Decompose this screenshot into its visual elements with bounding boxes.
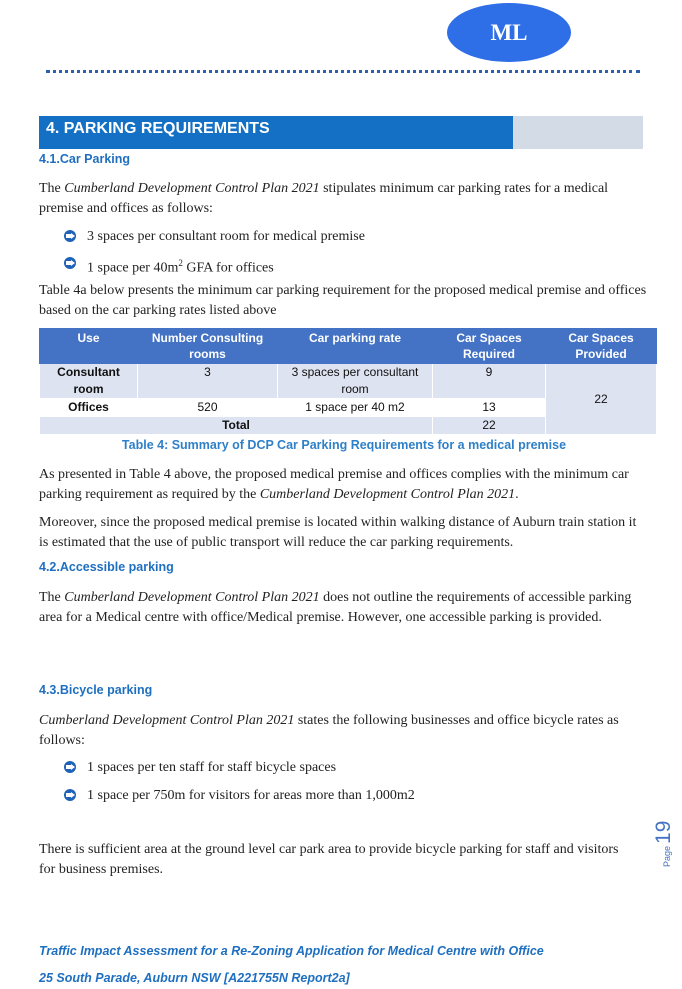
intro-suffix: stipulates minimum car parking rates for a medical premise and offices as follows: — [39, 181, 609, 216]
arrow-bullet-icon — [64, 230, 76, 242]
accessible-parking-paragraph — [39, 588, 649, 627]
logo-text: ML — [490, 19, 528, 45]
plan-name: Cumberland Development Control Plan 2021 — [39, 713, 295, 728]
cell-rate: 3 spaces per consultant room — [278, 364, 433, 399]
rate-bullet-consultant — [64, 227, 365, 246]
cell-use: Offices — [40, 399, 138, 417]
cell-rate: 1 space per 40 m2 — [278, 399, 433, 417]
arrow-bullet-icon — [64, 257, 76, 269]
paragraph-text: As presented in Table 4 above, the proposed medical premise and offices complies with the minimum car parking requirement as required by the — [39, 467, 629, 502]
paragraph-text: The — [39, 590, 65, 605]
cell-provided: 22 — [546, 364, 657, 435]
bicycle-bullet-staff — [64, 758, 336, 777]
public-transport-paragraph: Moreover, since the proposed medical premise is located within walking distance of Auburn train station it is estimated that the use of public transport will reduce the car parking requirements. — [39, 515, 637, 550]
footer-report-title: Traffic Impact Assessment for a Re-Zoning Application for Medical Centre with Office — [39, 944, 544, 958]
car-parking-intro — [39, 179, 649, 218]
page-number-rotated — [652, 821, 676, 867]
superscript: 2 — [178, 258, 183, 268]
arrow-bullet-icon — [64, 761, 76, 773]
bicycle-closing-paragraph: There is sufficient area at the ground level car park area to provide bicycle parking for staff and visitors for business premises. — [39, 842, 619, 877]
table-intro-paragraph: Table 4a below presents the minimum car parking requirement for the proposed medical premise and offices based on the car parking rates listed above — [39, 283, 647, 318]
col-header-use: Use — [40, 329, 138, 364]
plan-name: Cumberland Development Control Plan 2021 — [64, 181, 320, 196]
cell-total-label: Total — [40, 417, 433, 435]
page-number-value: 19 — [652, 820, 675, 844]
col-header-required: Car Spaces Required — [433, 329, 546, 364]
bullet-text-part: GFA for offices — [182, 260, 274, 276]
paragraph-text: . — [515, 486, 519, 502]
bullet-text: 3 spaces per consultant room for medical premise — [87, 229, 365, 244]
table-header-row — [40, 329, 657, 364]
rate-bullet-offices — [64, 254, 274, 278]
company-logo — [447, 3, 571, 62]
parking-requirements-table — [39, 328, 657, 435]
paragraph-text: states the following businesses and office bicycle rates as follows: — [39, 713, 619, 748]
col-header-rate: Car parking rate — [278, 329, 433, 364]
cell-required: 9 — [433, 364, 546, 399]
header-dotted-divider — [46, 70, 640, 73]
cell-total-required: 22 — [433, 417, 546, 435]
arrow-bullet-icon — [64, 789, 76, 801]
paragraph-text: does not outline the requirements of accessible parking area for a Medical centre with office/Medical premise. However, one accessible parking is provided. — [39, 590, 632, 625]
cell-rooms: 3 — [138, 364, 278, 399]
bullet-text: 1 space per 750m for visitors for areas more than 1,000m2 — [87, 788, 415, 803]
table-caption: Table 4: Summary of DCP Car Parking Requirements for a medical premise — [121, 438, 567, 452]
cell-rooms: 520 — [138, 399, 278, 417]
plan-name: Cumberland Development Control Plan 2021 — [259, 486, 516, 502]
footer-report-address: 25 South Parade, Auburn NSW [A221755N Report2a] — [39, 971, 350, 985]
page-label: Page — [662, 845, 672, 867]
bicycle-parking-heading: 4.3.Bicycle parking — [39, 683, 153, 697]
section-title-bar-end — [513, 116, 643, 149]
cell-use: Consultant room — [40, 364, 138, 399]
bicycle-bullet-visitors — [64, 786, 415, 805]
bicycle-intro-paragraph — [39, 711, 649, 750]
section-title: 4. PARKING REQUIREMENTS — [46, 120, 270, 137]
plan-name: Cumberland Development Control Plan 2021 — [64, 590, 320, 605]
cell-required: 13 — [433, 399, 546, 417]
bullet-text — [87, 254, 274, 278]
compliance-paragraph — [39, 465, 649, 504]
accessible-parking-heading: 4.2.Accessible parking — [39, 560, 174, 574]
table-row — [40, 364, 657, 399]
bullet-text: 1 spaces per ten staff for staff bicycle spaces — [87, 760, 337, 775]
col-header-provided: Car Spaces Provided — [546, 329, 657, 364]
page-number — [652, 805, 682, 867]
intro-prefix: The — [39, 181, 65, 196]
car-parking-heading: 4.1.Car Parking — [39, 152, 131, 166]
col-header-rooms: Number Consulting rooms — [138, 329, 278, 364]
bullet-text-part: 1 space per 40m — [87, 260, 179, 276]
